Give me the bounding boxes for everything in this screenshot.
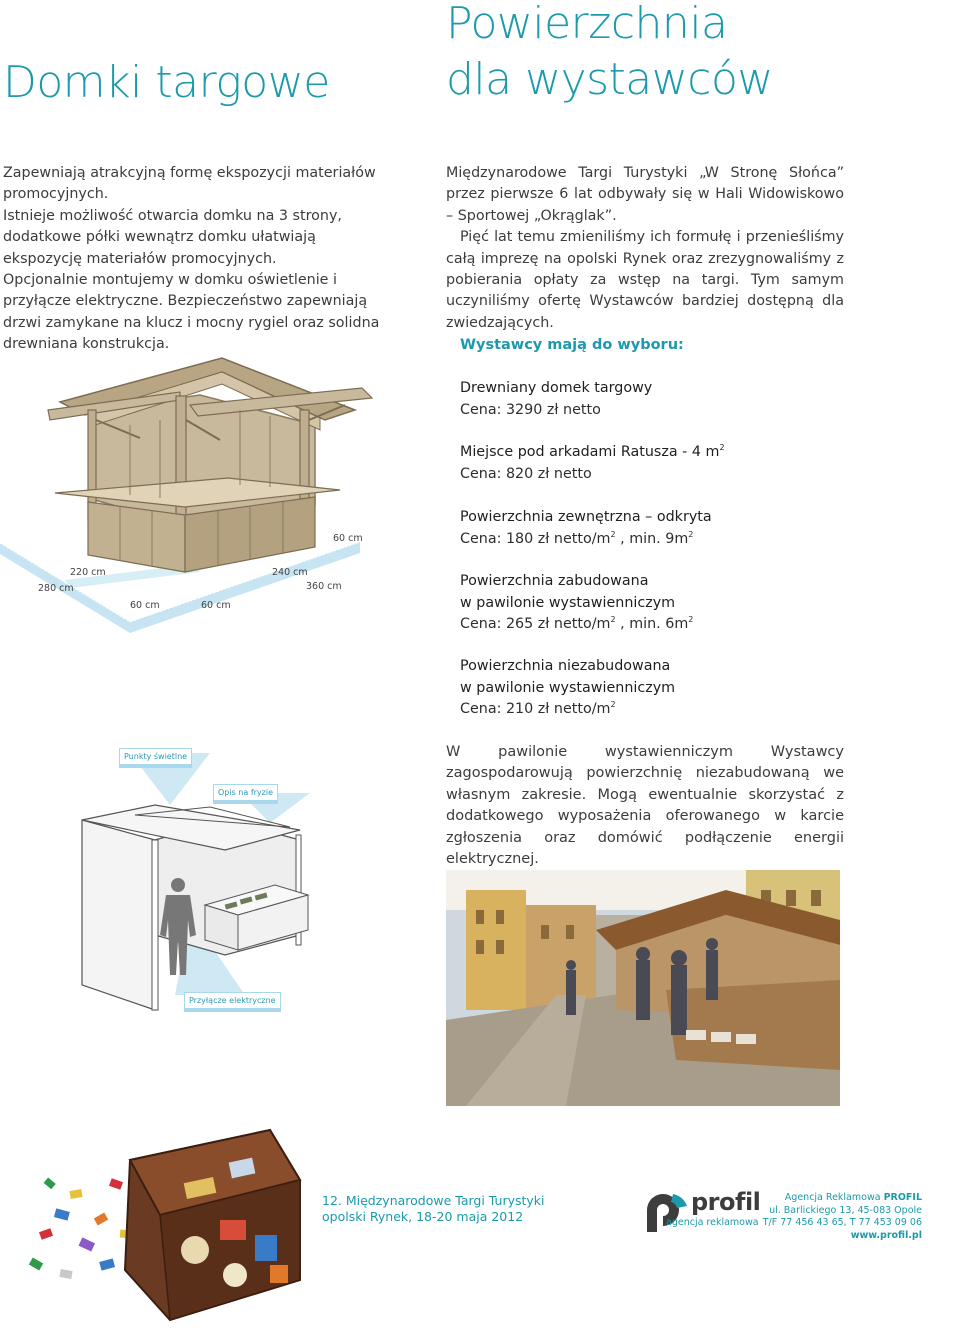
offer-name-line2: w pawilonie wystawienniczym <box>460 679 676 696</box>
dimension-label: 60 cm <box>130 600 160 611</box>
logo-word: profil <box>691 1188 761 1216</box>
callout-lights: Punkty świetlne <box>120 749 191 767</box>
right-title-line2: dla wystawców <box>446 54 773 105</box>
offer-item <box>460 507 712 550</box>
offer-item <box>460 442 725 485</box>
offer-name: Powierzchnia zewnętrzna – odkryta <box>460 509 712 525</box>
right-paragraph-2: Pięć lat temu zmieniliśmy ich formułę i przenieśliśmy całą imprezę na opolski Rynek oraz zrezygnowaliśmy z pobierania opłaty za wstęp na targi. Tym samym uczyniliśmy ofertę Wystawców bardziej dostępną dla zwiedzających. <box>446 229 844 331</box>
offer-name: Miejsce pod arkadami Ratusza - 4 $m^2$ <box>460 443 725 460</box>
contact-address: ul. Barlickiego 13, 45-083 Opole <box>769 1204 922 1216</box>
market-photo <box>446 870 840 1106</box>
suitcase-illustration <box>20 1120 320 1325</box>
offer-item <box>460 571 693 636</box>
dimension-label: 220 cm <box>70 567 106 578</box>
callout-power: Przyłącze elektryczne <box>185 993 280 1011</box>
footer-event <box>322 1193 545 1225</box>
right-title <box>446 0 773 108</box>
offer-price: Cena: 265 zł netto/$m^2$ , min. $6m^2$ <box>460 615 694 632</box>
contact-web[interactable]: www.profil.pl <box>850 1229 922 1241</box>
logo-sub: agencja reklamowa <box>666 1217 759 1228</box>
left-description <box>3 163 395 356</box>
offer-name-line2: w pawilonie wystawienniczym <box>460 594 676 611</box>
footer-event-line2: opolski Rynek, 18-20 maja 2012 <box>322 1209 524 1224</box>
offer-price: Cena: 210 zł netto/$m^2$ <box>460 700 616 717</box>
right-title-line1: Powierzchnia <box>446 0 728 49</box>
right-paragraph-1: Międzynarodowe Targi Turystyki „W Stronę Słońca” przez pierwsze 6 lat odbywały się w Hali Widowiskowo – Sportowej „Okrąglak”. <box>446 165 844 224</box>
offers-heading: Wystawcy mają do wyboru: <box>460 337 684 353</box>
pavilion-stand-illustration <box>60 745 360 1015</box>
footer-contact <box>722 1192 922 1242</box>
dimension-label: 60 cm <box>333 533 363 544</box>
offer-name: Powierzchnia niezabudowana <box>460 658 671 674</box>
dimension-label: 280 cm <box>38 583 74 594</box>
dimension-label: 360 cm <box>306 581 342 592</box>
left-paragraph-3: Opcjonalnie montujemy w domku oświetlenie i przyłącze elektryczne. Bezpieczeństwo zapewniają drzwi zamykane na klucz i mocny rygiel oraz solidna drewniana konstrukcja. <box>3 272 380 353</box>
offer-item <box>460 378 652 421</box>
pavilion-description: W pawilonie wystawienniczym Wystawcy zagospodarowują powierzchnię niezabudowaną we własnym zakresie. Mogą ewentualnie skorzystać z dodatkowego wyposażenia oferowanego w karcie zgłoszenia oraz domówić podłączenie energii elektrycznej. <box>446 744 844 868</box>
contact-phone: T/F 77 456 43 65, T 77 453 09 06 <box>762 1217 922 1228</box>
offer-price: Cena: 180 zł netto/$m^2$ , min. $9m^2$ <box>460 529 694 547</box>
offer-item <box>460 656 675 721</box>
offer-price: Cena: 3290 zł netto <box>460 401 601 418</box>
callout-frieze: Opis na fryzie <box>214 785 277 803</box>
dimension-label: 240 cm <box>272 567 308 578</box>
right-description <box>446 163 844 334</box>
left-paragraph-2: Istnieje możliwość otwarcia domku na 3 strony, dodatkowe półki wewnątrz domku ułatwiają ekspozycję materiałów promocyjnych. <box>3 207 342 267</box>
footer-event-line1: 12. Międzynarodowe Targi Turystyki <box>322 1193 545 1208</box>
left-title: Domki targowe <box>3 57 330 108</box>
offer-price: Cena: 820 zł netto <box>460 465 592 482</box>
contact-company: Agencja Reklamowa PROFIL <box>784 1192 922 1203</box>
dimension-label: 60 cm <box>201 600 231 611</box>
left-paragraph-1: Zapewniają atrakcyjną formę ekspozycji materiałów promocyjnych. <box>3 165 376 203</box>
offer-name: Powierzchnia zabudowana <box>460 573 649 589</box>
offer-name: Drewniany domek targowy <box>460 380 653 396</box>
sticker-confetti <box>29 1177 133 1278</box>
booth-counter-left <box>88 502 185 572</box>
